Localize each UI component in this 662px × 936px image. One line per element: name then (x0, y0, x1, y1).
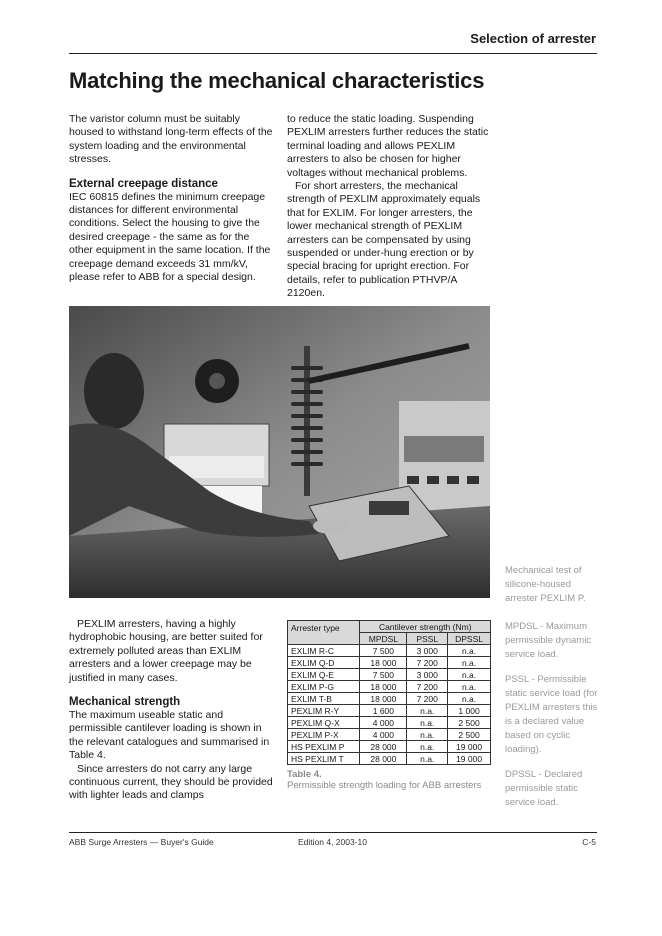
header-rule (69, 53, 597, 54)
footer-publication: ABB Surge Arresters — Buyer's Guide (69, 837, 214, 847)
cell-type: PEXLIM P-X (288, 729, 360, 741)
cell-dpssl: 19 000 (448, 741, 491, 753)
cell-mpdsl: 1 600 (360, 705, 407, 717)
cell-pssl: n.a. (407, 729, 448, 741)
photo-illustration (69, 306, 490, 598)
header-mpdsl: MPDSL (360, 633, 407, 645)
table-caption-text: Permissible strength loading for ABB arresters (287, 780, 482, 791)
cell-type: HS PEXLIM P (288, 741, 360, 753)
cell-mpdsl: 18 000 (360, 657, 407, 669)
abbreviation-definitions (505, 620, 605, 821)
strength-table-block (287, 620, 491, 791)
table-number: Table 4. (287, 769, 322, 780)
paragraph: IEC 60815 defines the minimum creepage distances for different environmental conditions. Select the housing to give the desired creepage - the same as for the other equipment in the same location. If the creepage demand exceeds 31 mm/kV, please refer to ABB for a special design. (69, 190, 271, 284)
table-row (288, 669, 491, 681)
page-title: Matching the mechanical characteristics (69, 68, 485, 93)
footer-edition: Edition 4, 2003-10 (298, 837, 367, 847)
subheading-creepage: External creepage distance (69, 177, 218, 190)
definition-pssl: PSSL - Permissible static service load (for PEXLIM arresters this is a declared value based on cyclic loading). (505, 674, 598, 755)
cell-mpdsl: 18 000 (360, 681, 407, 693)
table-row (288, 729, 491, 741)
cell-type: PEXLIM Q-X (288, 717, 360, 729)
cell-dpssl: 2 500 (448, 717, 491, 729)
header-arrester-type: Arrester type (288, 621, 360, 645)
cell-mpdsl: 4 000 (360, 717, 407, 729)
table-row (288, 657, 491, 669)
cell-pssl: n.a. (407, 741, 448, 753)
cell-mpdsl: 7 500 (360, 645, 407, 657)
header-dpssl: DPSSL (448, 633, 491, 645)
cell-mpdsl: 18 000 (360, 693, 407, 705)
cell-mpdsl: 28 000 (360, 741, 407, 753)
cell-type: EXLIM T-B (288, 693, 360, 705)
cell-type: EXLIM Q-E (288, 669, 360, 681)
table-row (288, 645, 491, 657)
paragraph: The maximum useable static and permissible cantilever loading is shown in the relevant catalogues and summarised in Table 4. (69, 709, 270, 762)
cell-mpdsl: 4 000 (360, 729, 407, 741)
cell-dpssl: 19 000 (448, 753, 491, 765)
paragraph: Since arresters do not carry any large continuous current, they should be provided with lighter leads and clamps (69, 762, 273, 802)
photo-caption: Mechanical test of silicone-housed arrester PEXLIM P. (505, 565, 586, 604)
table-row (288, 693, 491, 705)
subheading-mechanical-strength: Mechanical strength (69, 696, 181, 709)
table-row (288, 753, 491, 765)
cell-type: HS PEXLIM T (288, 753, 360, 765)
cell-mpdsl: 7 500 (360, 669, 407, 681)
table-row (288, 681, 491, 693)
cell-pssl: n.a. (407, 753, 448, 765)
table-row (288, 741, 491, 753)
cell-type: PEXLIM R-Y (288, 705, 360, 717)
cell-pssl: 7 200 (407, 657, 448, 669)
cell-type: EXLIM P-G (288, 681, 360, 693)
text-column-1 (69, 113, 274, 284)
cell-pssl: n.a. (407, 705, 448, 717)
cell-dpssl: n.a. (448, 645, 491, 657)
table-caption (287, 769, 491, 791)
section-title: Selection of arrester (470, 31, 596, 46)
cell-pssl: 7 200 (407, 681, 448, 693)
table-row (288, 705, 491, 717)
text-column-1-lower (69, 618, 274, 803)
cell-dpssl: n.a. (448, 669, 491, 681)
footer-rule (69, 832, 597, 833)
cell-dpssl: n.a. (448, 657, 491, 669)
cell-dpssl: 2 500 (448, 729, 491, 741)
cell-pssl: 3 000 (407, 645, 448, 657)
cell-type: EXLIM R-C (288, 645, 360, 657)
cell-pssl: n.a. (407, 717, 448, 729)
cell-type: EXLIM Q-D (288, 657, 360, 669)
paragraph: to reduce the static loading. Suspending PEXLIM arresters further reduces the static terminal loading and allows PEXLIM arresters to also be chosen for higher voltages without mechanical problems. (287, 113, 489, 179)
strength-table (287, 620, 491, 765)
text-column-2 (287, 113, 492, 301)
cell-pssl: 3 000 (407, 669, 448, 681)
paragraph: For short arresters, the mechanical strength of PEXLIM approximately equals that for EXLIM. For longer arresters, the lower mechanical strength of PEXLIM arresters can be compensated by using suspended or under-hung erection or by special bracing for upright erection. For details, refer to publication PTHVP/A 2120en. (287, 180, 481, 300)
table-row (288, 717, 491, 729)
definition-mpdsl: MPDSL - Maximum permissible dynamic service load. (505, 621, 592, 660)
mechanical-test-photo (69, 306, 490, 598)
cell-dpssl: 1 000 (448, 705, 491, 717)
paragraph: PEXLIM arresters, having a highly hydrophobic housing, are better suited for extremely polluted areas than EXLIM arresters and a lower creepage may be justified in many cases. (69, 618, 263, 684)
header-pssl: PSSL (407, 633, 448, 645)
definition-dpssl: DPSSL - Declared permissible static service load. (505, 769, 583, 808)
cell-mpdsl: 28 000 (360, 753, 407, 765)
cell-pssl: 7 200 (407, 693, 448, 705)
header-cantilever-strength: Cantilever strength (Nm) (360, 621, 491, 633)
page-number: C-5 (582, 837, 596, 847)
cell-dpssl: n.a. (448, 681, 491, 693)
cell-dpssl: n.a. (448, 693, 491, 705)
paragraph: The varistor column must be suitably housed to withstand long-term effects of the system loading and the environmental stresses. (69, 113, 273, 166)
